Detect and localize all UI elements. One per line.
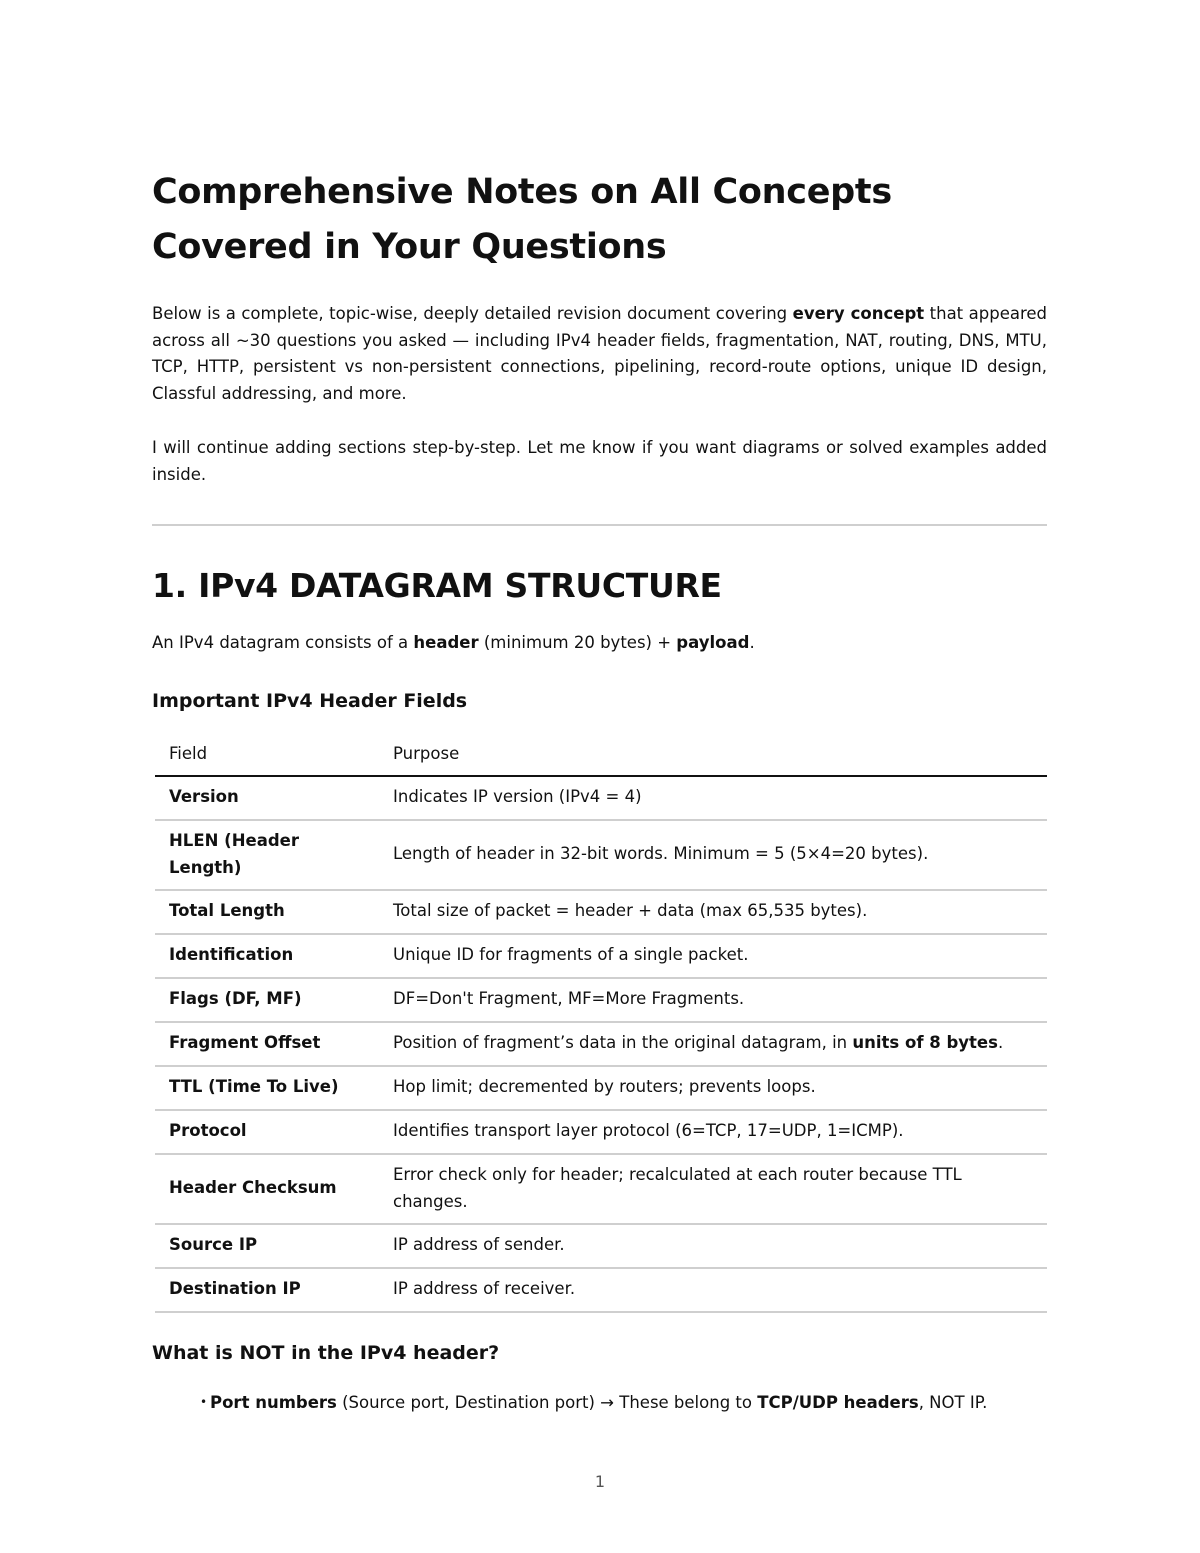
desc-bold-payload: payload — [676, 633, 750, 652]
field-name: Source IP — [155, 1224, 379, 1268]
not-in-header-list — [152, 1389, 1047, 1416]
purpose-text: Position of fragment’s data in the original datagram, in — [393, 1033, 853, 1053]
field-purpose: Total size of packet = header + data (max 65,535 bytes). — [379, 890, 1047, 934]
subheading-not-in-header: What is NOT in the IPv4 header? — [152, 1341, 500, 1364]
column-header-purpose: Purpose — [379, 733, 1047, 776]
table-row — [155, 890, 1047, 934]
continue-note: I will continue adding sections step-by-step. Let me know if you want diagrams or solved examples added inside. — [152, 438, 1047, 484]
field-name: TTL (Time To Live) — [155, 1066, 379, 1110]
field-name: Identification — [155, 934, 379, 978]
bullet-bold: Port numbers — [210, 1392, 337, 1412]
intro-bold: every concept — [792, 304, 925, 323]
field-name: Protocol — [155, 1110, 379, 1154]
intro-text: Below is a complete, topic-wise, deeply detailed revision document covering — [152, 304, 793, 323]
table-row — [155, 1268, 1047, 1312]
intro-paragraph — [152, 301, 1047, 407]
desc-text: . — [749, 633, 755, 652]
page-number: 1 — [594, 1472, 606, 1491]
desc-text: (minimum 20 bytes) + — [478, 633, 677, 652]
section-divider — [152, 524, 1047, 526]
desc-bold-header: header — [413, 633, 479, 652]
section-heading: 1. IPv4 DATAGRAM STRUCTURE — [152, 566, 722, 605]
bullet-text: , NOT IP. — [918, 1392, 988, 1412]
page-content — [152, 165, 1047, 1416]
field-purpose: DF=Don't Fragment, MF=More Fragments. — [379, 978, 1047, 1022]
desc-text: An IPv4 datagram consists of a — [152, 633, 414, 652]
field-purpose: Error check only for header; recalculated at each router because TTL changes. — [379, 1154, 1047, 1224]
field-name: Fragment Offset — [155, 1022, 379, 1066]
field-purpose: Length of header in 32-bit words. Minimum = 5 (5×4=20 bytes). — [379, 820, 1047, 890]
bullet-text: (Source port, Destination port) → These belong to — [336, 1392, 758, 1412]
table-row — [155, 1022, 1047, 1066]
table-row — [155, 820, 1047, 890]
field-purpose: IP address of receiver. — [379, 1268, 1047, 1312]
field-purpose — [379, 1022, 1047, 1066]
list-item — [200, 1389, 1047, 1416]
header-fields-table — [155, 733, 1047, 1313]
bullet-bold: TCP/UDP headers — [757, 1392, 919, 1412]
field-name: HLEN (Header Length) — [155, 820, 379, 890]
ipv4-description — [152, 630, 1047, 657]
field-name: Header Checksum — [155, 1154, 379, 1224]
column-header-field: Field — [155, 733, 379, 776]
purpose-text-end: . — [997, 1033, 1004, 1053]
field-purpose: Unique ID for fragments of a single packet. — [379, 934, 1047, 978]
field-purpose: Indicates IP version (IPv4 = 4) — [379, 776, 1047, 820]
field-purpose: Identifies transport layer protocol (6=TCP, 17=UDP, 1=ICMP). — [379, 1110, 1047, 1154]
field-name: Destination IP — [155, 1268, 379, 1312]
field-name: Version — [155, 776, 379, 820]
subheading-header-fields: Important IPv4 Header Fields — [152, 689, 468, 712]
table-header-row — [155, 733, 1047, 776]
table-row — [155, 776, 1047, 820]
table-row — [155, 1154, 1047, 1224]
document-title: Comprehensive Notes on All Concepts Covered in Your Questions — [152, 172, 892, 267]
table-row — [155, 1224, 1047, 1268]
table-row — [155, 1110, 1047, 1154]
field-name: Total Length — [155, 890, 379, 934]
field-name: Flags (DF, MF) — [155, 978, 379, 1022]
table-row — [155, 934, 1047, 978]
intro-text-end: that appeared across all ~30 questions you asked — including IPv4 header fields, fragmentation, NAT, routing, DNS, MTU, TCP, HTTP, persistent vs non-persistent connections, pipelining, record-route options, unique ID design, Classful addressing, and more. — [152, 304, 1047, 403]
purpose-bold: units of 8 bytes — [852, 1033, 998, 1053]
table-row — [155, 978, 1047, 1022]
field-purpose: Hop limit; decremented by routers; prevents loops. — [379, 1066, 1047, 1110]
field-purpose: IP address of sender. — [379, 1224, 1047, 1268]
table-row — [155, 1066, 1047, 1110]
